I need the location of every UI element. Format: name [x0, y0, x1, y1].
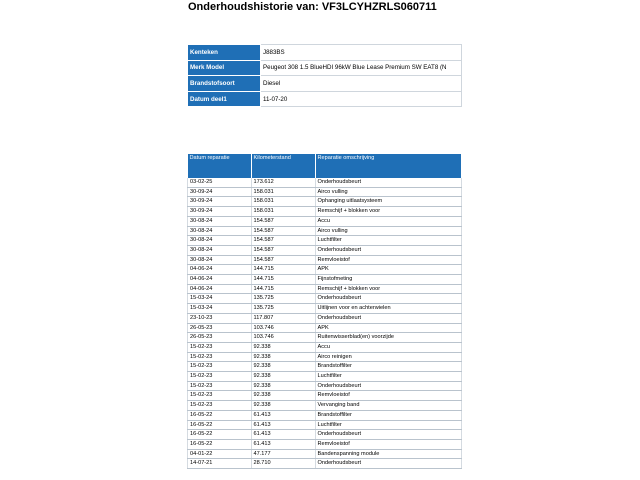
info-label-merk-model: Merk Model	[188, 60, 261, 76]
cell-date: 30-09-24	[188, 197, 252, 207]
cell-description: Vervanging band	[315, 401, 462, 411]
cell-date: 16-05-22	[188, 439, 252, 449]
cell-mileage: 61.413	[251, 410, 315, 420]
info-value-merk-model: Peugeot 308 1.5 BlueHDI 96kW Blue Lease Premium SW EAT8 (N	[261, 60, 462, 76]
cell-mileage: 154.587	[251, 236, 315, 246]
table-row	[188, 333, 462, 343]
cell-date: 15-02-23	[188, 362, 252, 372]
cell-description: Onderhoudsbeurt	[315, 178, 462, 187]
cell-date: 15-03-24	[188, 304, 252, 314]
cell-description: APK	[315, 265, 462, 275]
cell-date: 04-06-24	[188, 284, 252, 294]
cell-mileage: 158.031	[251, 187, 315, 197]
cell-date: 04-01-22	[188, 449, 252, 459]
cell-mileage: 144.715	[251, 284, 315, 294]
table-row	[188, 245, 462, 255]
table-row	[188, 207, 462, 217]
cell-date: 30-08-24	[188, 226, 252, 236]
table-row	[188, 216, 462, 226]
cell-mileage: 173.612	[251, 178, 315, 187]
cell-date: 26-05-23	[188, 323, 252, 333]
header-reparatie-omschrijving: Reparatie omschrijving	[315, 154, 462, 178]
table-row	[188, 352, 462, 362]
table-row	[188, 304, 462, 314]
page-title: Onderhoudshistorie van: VF3LCYHZRLS060711	[188, 1, 437, 13]
cell-date: 03-02-25	[188, 178, 252, 187]
table-row	[188, 342, 462, 352]
cell-description: Remschijf + blokken voor	[315, 284, 462, 294]
cell-description: Uitlijnen voor en achterwielen	[315, 304, 462, 314]
cell-description: Onderhoudsbeurt	[315, 381, 462, 391]
cell-description: Airco vulling	[315, 187, 462, 197]
cell-date: 30-08-24	[188, 245, 252, 255]
cell-date: 04-06-24	[188, 265, 252, 275]
info-label-brandstofsoort: Brandstofsoort	[188, 76, 261, 92]
cell-description: Airco reinigen	[315, 352, 462, 362]
vehicle-info-table	[187, 44, 462, 107]
table-row	[188, 362, 462, 372]
history-header-row	[188, 154, 462, 178]
table-row	[188, 420, 462, 430]
cell-mileage: 92.338	[251, 352, 315, 362]
cell-description: Onderhoudsbeurt	[315, 245, 462, 255]
cell-mileage: 135.725	[251, 294, 315, 304]
cell-date: 15-02-23	[188, 372, 252, 382]
info-label-kenteken: Kenteken	[188, 45, 261, 61]
table-row	[188, 381, 462, 391]
table-row	[188, 255, 462, 265]
cell-mileage: 117.807	[251, 313, 315, 323]
cell-date: 16-05-22	[188, 430, 252, 440]
table-row	[188, 410, 462, 420]
info-value-kenteken: J883BS	[261, 45, 462, 61]
cell-description: Accu	[315, 342, 462, 352]
cell-description: Onderhoudsbeurt	[315, 294, 462, 304]
cell-mileage: 47.177	[251, 449, 315, 459]
cell-mileage: 103.746	[251, 323, 315, 333]
cell-mileage: 144.715	[251, 265, 315, 275]
cell-mileage: 92.338	[251, 391, 315, 401]
table-row	[188, 265, 462, 275]
cell-description: Luchtfilter	[315, 236, 462, 246]
cell-date: 15-02-23	[188, 352, 252, 362]
cell-mileage: 135.725	[251, 304, 315, 314]
table-row	[188, 294, 462, 304]
cell-description: Luchtfilter	[315, 372, 462, 382]
cell-mileage: 92.338	[251, 401, 315, 411]
cell-date: 30-09-24	[188, 207, 252, 217]
cell-date: 04-06-24	[188, 275, 252, 285]
cell-date: 15-02-23	[188, 401, 252, 411]
cell-description: Onderhoudsbeurt	[315, 430, 462, 440]
cell-date: 26-05-23	[188, 333, 252, 343]
info-row	[188, 76, 462, 92]
cell-mileage: 154.587	[251, 216, 315, 226]
info-row	[188, 60, 462, 76]
info-row	[188, 91, 462, 107]
table-row	[188, 178, 462, 187]
cell-date: 15-02-23	[188, 342, 252, 352]
cell-date: 14-07-21	[188, 459, 252, 469]
cell-date: 16-05-22	[188, 420, 252, 430]
cell-mileage: 92.338	[251, 362, 315, 372]
table-row	[188, 323, 462, 333]
info-value-datum-deel1: 11-07-20	[261, 91, 462, 107]
table-row	[188, 197, 462, 207]
table-row	[188, 391, 462, 401]
table-row	[188, 275, 462, 285]
table-row	[188, 226, 462, 236]
cell-description: Remvloeistof	[315, 391, 462, 401]
cell-description: Ophanging uitlaatsysteem	[315, 197, 462, 207]
cell-mileage: 28.710	[251, 459, 315, 469]
table-row	[188, 430, 462, 440]
cell-mileage: 154.587	[251, 255, 315, 265]
cell-mileage: 158.031	[251, 207, 315, 217]
cell-mileage: 92.338	[251, 381, 315, 391]
history-body	[188, 178, 462, 469]
cell-description: Brandstoffilter	[315, 410, 462, 420]
cell-date: 16-05-22	[188, 410, 252, 420]
cell-description: Fijnstofmeting	[315, 275, 462, 285]
cell-description: Remvloeistof	[315, 255, 462, 265]
cell-date: 30-08-24	[188, 255, 252, 265]
cell-description: Remvloeistof	[315, 439, 462, 449]
table-row	[188, 313, 462, 323]
cell-mileage: 144.715	[251, 275, 315, 285]
cell-description: Bandenspanning module	[315, 449, 462, 459]
table-row	[188, 439, 462, 449]
table-row	[188, 187, 462, 197]
table-row	[188, 284, 462, 294]
table-row	[188, 372, 462, 382]
cell-description: Onderhoudsbeurt	[315, 313, 462, 323]
cell-description: Remschijf + blokken voor	[315, 207, 462, 217]
cell-date: 15-02-23	[188, 381, 252, 391]
cell-mileage: 61.413	[251, 420, 315, 430]
table-row	[188, 401, 462, 411]
cell-mileage: 158.031	[251, 197, 315, 207]
cell-mileage: 154.587	[251, 226, 315, 236]
cell-description: Ruitenwisserblad(en) voorzijde	[315, 333, 462, 343]
cell-description: Onderhoudsbeurt	[315, 459, 462, 469]
cell-mileage: 154.587	[251, 245, 315, 255]
cell-description: APK	[315, 323, 462, 333]
cell-date: 30-09-24	[188, 187, 252, 197]
cell-mileage: 103.746	[251, 333, 315, 343]
cell-date: 15-02-23	[188, 391, 252, 401]
cell-mileage: 92.338	[251, 342, 315, 352]
cell-description: Brandstoffilter	[315, 362, 462, 372]
header-datum-reparatie: Datum reparatie	[188, 154, 252, 178]
table-row	[188, 449, 462, 459]
cell-mileage: 61.413	[251, 439, 315, 449]
table-row	[188, 459, 462, 469]
history-table	[187, 154, 462, 469]
cell-description: Accu	[315, 216, 462, 226]
cell-date: 23-10-23	[188, 313, 252, 323]
cell-date: 30-08-24	[188, 236, 252, 246]
cell-mileage: 92.338	[251, 372, 315, 382]
header-kilometerstand: Kilometerstand	[251, 154, 315, 178]
info-value-brandstofsoort: Diesel	[261, 76, 462, 92]
cell-date: 15-03-24	[188, 294, 252, 304]
cell-mileage: 61.413	[251, 430, 315, 440]
table-row	[188, 236, 462, 246]
cell-date: 30-08-24	[188, 216, 252, 226]
info-label-datum-deel1: Datum deel1	[188, 91, 261, 107]
cell-description: Airco vulling	[315, 226, 462, 236]
info-row	[188, 45, 462, 61]
cell-description: Luchtfilter	[315, 420, 462, 430]
